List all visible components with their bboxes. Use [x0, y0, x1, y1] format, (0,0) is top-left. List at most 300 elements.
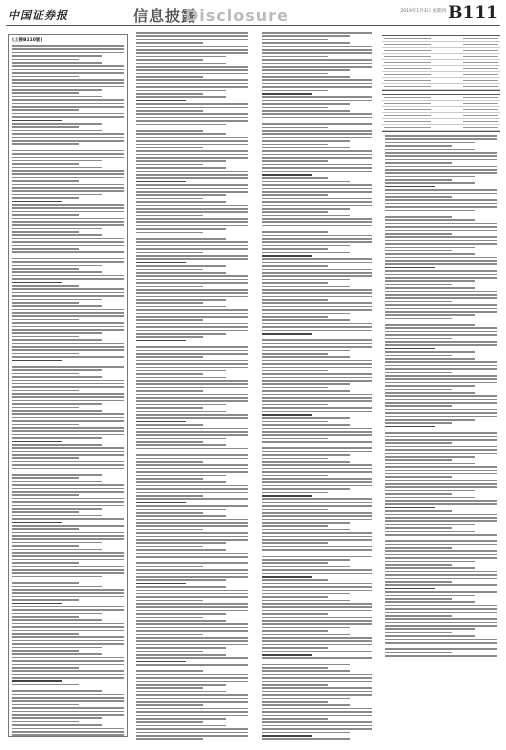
text-line: [136, 367, 248, 369]
text-line: [12, 441, 62, 443]
text-line: [12, 501, 124, 503]
text-line: [136, 539, 248, 541]
text-line: [12, 396, 124, 398]
text-line: [12, 647, 102, 649]
data-table-1: [382, 35, 500, 91]
text-line: [12, 413, 124, 415]
text-line: [136, 715, 248, 717]
text-line: [136, 140, 248, 142]
text-line: [12, 65, 124, 67]
text-line: [385, 612, 497, 614]
text-line: [385, 615, 452, 617]
text-line: [136, 198, 203, 200]
text-line: [262, 684, 328, 686]
text-line: [136, 350, 248, 352]
text-line: [136, 188, 248, 190]
text-line: [385, 226, 497, 228]
text-line: [385, 439, 497, 441]
column-3-text: [259, 32, 375, 740]
table-row: [382, 125, 500, 131]
text-line: [12, 525, 124, 527]
text-line: [385, 263, 497, 265]
text-line: [385, 169, 497, 171]
text-line: [12, 586, 102, 588]
text-line: [136, 464, 248, 466]
text-line: [385, 223, 497, 225]
text-line: [136, 509, 226, 511]
text-line: [12, 400, 124, 402]
text-line: [385, 166, 497, 168]
text-line: [136, 103, 248, 105]
text-line: [12, 211, 124, 213]
text-line: [262, 218, 372, 220]
text-line: [136, 627, 248, 629]
text-line: [12, 427, 124, 429]
text-line: [385, 301, 452, 303]
text-line: [12, 549, 102, 551]
text-line: [12, 626, 124, 628]
text-line: [262, 137, 372, 139]
text-line: [262, 623, 372, 625]
text-line: [12, 576, 102, 578]
text-line: [385, 233, 452, 235]
text-line: [136, 532, 248, 534]
text-line: [12, 657, 124, 659]
text-line: [136, 171, 248, 173]
text-line: [262, 39, 328, 41]
text-line: [12, 103, 124, 105]
text-line: [262, 502, 372, 504]
text-line: [262, 529, 350, 531]
text-line: [262, 252, 350, 254]
text-line: [136, 478, 203, 480]
text-line: [12, 403, 102, 405]
text-line: [12, 498, 124, 500]
text-line: [136, 718, 226, 720]
text-line: [12, 491, 124, 493]
text-line: [136, 576, 248, 578]
text-line: [136, 346, 248, 348]
text-line: [385, 601, 475, 603]
text-line: [12, 245, 124, 247]
text-line: [136, 218, 248, 220]
text-line: [262, 677, 372, 679]
text-line: [262, 160, 328, 162]
text-line: [136, 360, 248, 362]
text-line: [385, 270, 497, 272]
text-line: [12, 99, 124, 101]
text-line: [136, 336, 203, 338]
text-line: [262, 221, 372, 223]
text-line: [12, 329, 124, 331]
text-line: [385, 527, 452, 529]
text-line: [262, 184, 372, 186]
text-line: [385, 297, 497, 299]
text-line: [385, 358, 475, 360]
text-line: [12, 545, 79, 547]
text-line: [385, 426, 435, 428]
text-line: [262, 400, 372, 402]
text-line: [12, 542, 102, 544]
text-line: [12, 731, 124, 733]
text-line: [12, 234, 102, 236]
text-line: [262, 428, 372, 430]
text-line: [136, 569, 248, 571]
text-line: [136, 373, 203, 375]
text-line: [262, 708, 372, 710]
text-line: [12, 55, 102, 57]
text-line: [12, 187, 124, 189]
text-line: [136, 83, 248, 85]
text-line: [262, 407, 372, 409]
text-line: [136, 549, 226, 551]
text-line: [12, 484, 124, 486]
text-line: [12, 380, 124, 382]
text-line: [136, 448, 248, 450]
text-line: [262, 269, 372, 271]
text-line: [385, 203, 497, 205]
text-line: [262, 562, 328, 564]
text-line: [12, 150, 124, 152]
text-line: [136, 536, 248, 538]
text-line: [385, 375, 497, 377]
text-line: [136, 600, 203, 602]
page-number: B111: [448, 3, 498, 23]
text-line: [262, 52, 372, 54]
text-line: [136, 248, 248, 250]
text-line: [262, 698, 350, 700]
text-line: [12, 48, 124, 50]
text-line: [262, 701, 328, 703]
text-line: [262, 424, 350, 426]
text-line: [385, 196, 452, 198]
text-line: [12, 407, 79, 409]
text-line: [262, 248, 328, 250]
text-line: [12, 302, 79, 304]
dateline: 2019年1月3日 星期四: [400, 9, 446, 14]
text-line: [136, 56, 226, 58]
text-line: [12, 197, 79, 199]
text-line: [262, 687, 372, 689]
text-line: [136, 100, 186, 102]
text-line: [385, 284, 452, 286]
text-line: [12, 346, 124, 348]
text-line: [136, 657, 248, 659]
text-line: [12, 292, 124, 294]
text-line: [12, 62, 102, 64]
header-rule: [6, 25, 500, 26]
text-line: [262, 509, 328, 511]
text-line: [136, 194, 226, 196]
text-line: [12, 677, 124, 679]
text-line: [262, 140, 350, 142]
text-line: [385, 459, 452, 461]
text-line: [262, 241, 372, 243]
text-line: [385, 517, 497, 519]
text-line: [262, 265, 328, 267]
text-line: [262, 46, 372, 48]
text-line: [136, 73, 248, 75]
text-line: [136, 160, 226, 162]
text-line: [136, 177, 248, 179]
text-line: [136, 225, 248, 227]
text-line: [136, 617, 203, 619]
text-line: [136, 546, 203, 548]
text-line: [385, 544, 497, 546]
text-line: [136, 502, 186, 504]
text-line: [262, 191, 372, 193]
text-line: [12, 424, 79, 426]
text-line: [262, 302, 372, 304]
text-line: [136, 32, 248, 34]
text-line: [136, 677, 248, 679]
text-line: [136, 380, 248, 382]
text-line: [262, 525, 328, 527]
text-line: [385, 331, 497, 333]
text-line: [262, 566, 350, 568]
text-line: [136, 711, 248, 713]
text-line: [385, 338, 452, 340]
text-line: [12, 697, 124, 699]
text-line: [136, 664, 248, 666]
text-line: [12, 532, 124, 534]
text-line: [136, 272, 226, 274]
text-line: [385, 287, 475, 289]
text-line: [136, 383, 248, 385]
text-line: [385, 632, 452, 634]
text-line: [262, 576, 312, 578]
text-line: [262, 394, 372, 396]
text-line: [136, 316, 248, 318]
text-line: [136, 319, 203, 321]
text-line: [385, 422, 452, 424]
text-line: [12, 589, 124, 591]
text-line: [385, 247, 475, 249]
text-line: [136, 63, 226, 65]
column-1-box: [8, 34, 128, 737]
text-line: [262, 569, 372, 571]
text-line: [136, 323, 248, 325]
text-line: [385, 486, 497, 488]
text-line: [12, 52, 124, 54]
text-line: [136, 674, 248, 676]
text-line: [262, 606, 372, 608]
text-line: [262, 657, 372, 659]
text-line: [262, 438, 328, 440]
text-line: [385, 138, 497, 140]
text-line: [262, 481, 372, 483]
text-line: [385, 524, 475, 526]
text-line: [136, 735, 248, 737]
text-line: [12, 468, 124, 470]
text-line: [136, 441, 203, 443]
text-line: [262, 590, 372, 592]
text-line: [385, 308, 497, 310]
text-line: [136, 630, 248, 632]
text-line: [262, 350, 350, 352]
text-line: [262, 292, 372, 294]
text-line: [136, 96, 226, 98]
text-line: [385, 327, 497, 329]
text-line: [385, 432, 497, 434]
text-line: [12, 430, 124, 432]
section-title-en: Disclosure: [185, 6, 289, 25]
text-line: [12, 137, 124, 139]
text-line: [12, 271, 102, 273]
text-line: [136, 428, 248, 430]
text-line: [136, 279, 248, 281]
text-line: [136, 340, 186, 342]
text-line: [262, 255, 312, 257]
text-line: [136, 623, 248, 625]
text-line: [12, 386, 124, 388]
text-line: [12, 640, 124, 642]
text-line: [262, 421, 328, 423]
text-line: [12, 228, 102, 230]
text-line: [136, 519, 248, 521]
text-line: [12, 231, 79, 233]
text-line: [12, 305, 102, 307]
text-line: [136, 241, 248, 243]
text-line: [12, 130, 102, 132]
text-line: [385, 574, 497, 576]
text-line: [262, 296, 372, 298]
text-line: [12, 258, 124, 260]
text-line: [262, 215, 350, 217]
text-line: [136, 708, 248, 710]
text-line: [262, 454, 350, 456]
text-line: [262, 275, 372, 277]
text-line: [136, 647, 226, 649]
text-line: [262, 333, 312, 335]
text-line: [136, 282, 248, 284]
text-line: [12, 711, 124, 713]
text-line: [136, 394, 248, 396]
text-line: [385, 497, 475, 499]
text-line: [262, 583, 372, 585]
text-line: [12, 153, 124, 155]
text-line: [262, 343, 372, 345]
text-line: [262, 167, 372, 169]
text-line: [385, 368, 497, 370]
text-line: [385, 442, 452, 444]
text-line: [262, 174, 312, 176]
text-line: [12, 201, 62, 203]
text-line: [262, 549, 372, 551]
text-line: [12, 59, 79, 61]
text-line: [12, 674, 124, 676]
text-line: [12, 474, 102, 476]
text-line: [262, 289, 372, 291]
text-line: [12, 322, 124, 324]
text-line: [385, 294, 497, 296]
text-line: [12, 603, 62, 605]
text-line: [262, 353, 328, 355]
text-line: [136, 292, 248, 294]
text-line: [136, 154, 248, 156]
text-line: [262, 711, 372, 713]
text-line: [262, 674, 372, 676]
text-line: [385, 648, 497, 650]
text-line: [136, 454, 248, 456]
text-line: [136, 566, 203, 568]
text-line: [385, 588, 435, 590]
text-line: [262, 130, 372, 132]
text-line: [262, 319, 350, 321]
continuation-label: (上接B110版): [12, 38, 43, 43]
text-line: [262, 205, 372, 207]
text-line: [12, 609, 124, 611]
text-line: [12, 299, 102, 301]
text-line: [262, 664, 350, 666]
text-line: [12, 390, 79, 392]
text-line: [385, 578, 497, 580]
text-line: [262, 238, 372, 240]
text-line: [136, 553, 248, 555]
text-line: [12, 72, 124, 74]
section-title: 信息披露: [133, 7, 198, 25]
text-line: [385, 628, 475, 630]
text-line: [136, 201, 226, 203]
text-line: [136, 107, 248, 109]
text-line: [136, 475, 226, 477]
text-line: [262, 434, 372, 436]
text-line: [385, 584, 497, 586]
text-line: [136, 651, 203, 653]
text-line: [12, 623, 124, 625]
text-line: [262, 93, 312, 95]
text-line: [12, 714, 124, 716]
text-line: [385, 291, 497, 293]
text-line: [136, 400, 248, 402]
text-line: [136, 458, 248, 460]
text-line: [262, 73, 328, 75]
text-line: [262, 546, 372, 548]
text-line: [12, 251, 124, 253]
text-line: [262, 66, 372, 68]
text-line: [385, 311, 497, 313]
text-line: [136, 137, 248, 139]
text-line: [12, 670, 124, 672]
text-line: [385, 378, 497, 380]
text-line: [12, 444, 102, 446]
newspaper-logo: 中国证券报: [8, 9, 68, 22]
text-line: [385, 503, 497, 505]
text-line: [385, 280, 475, 282]
text-line: [12, 92, 79, 94]
text-line: [262, 316, 328, 318]
text-line: [12, 360, 62, 362]
text-line: [136, 120, 248, 122]
text-line: [136, 181, 186, 183]
text-line: [262, 630, 328, 632]
text-line: [12, 295, 124, 297]
text-line: [262, 69, 350, 71]
text-line: [385, 189, 497, 191]
text-line: [262, 397, 372, 399]
text-line: [12, 214, 79, 216]
text-line: [12, 566, 124, 568]
text-line: [262, 245, 350, 247]
text-line: [12, 680, 62, 682]
text-line: [12, 157, 124, 159]
text-line: [12, 505, 124, 507]
text-line: [136, 488, 248, 490]
text-line: [136, 208, 248, 210]
text-line: [136, 52, 248, 54]
text-line: [12, 454, 124, 456]
text-line: [262, 177, 328, 179]
